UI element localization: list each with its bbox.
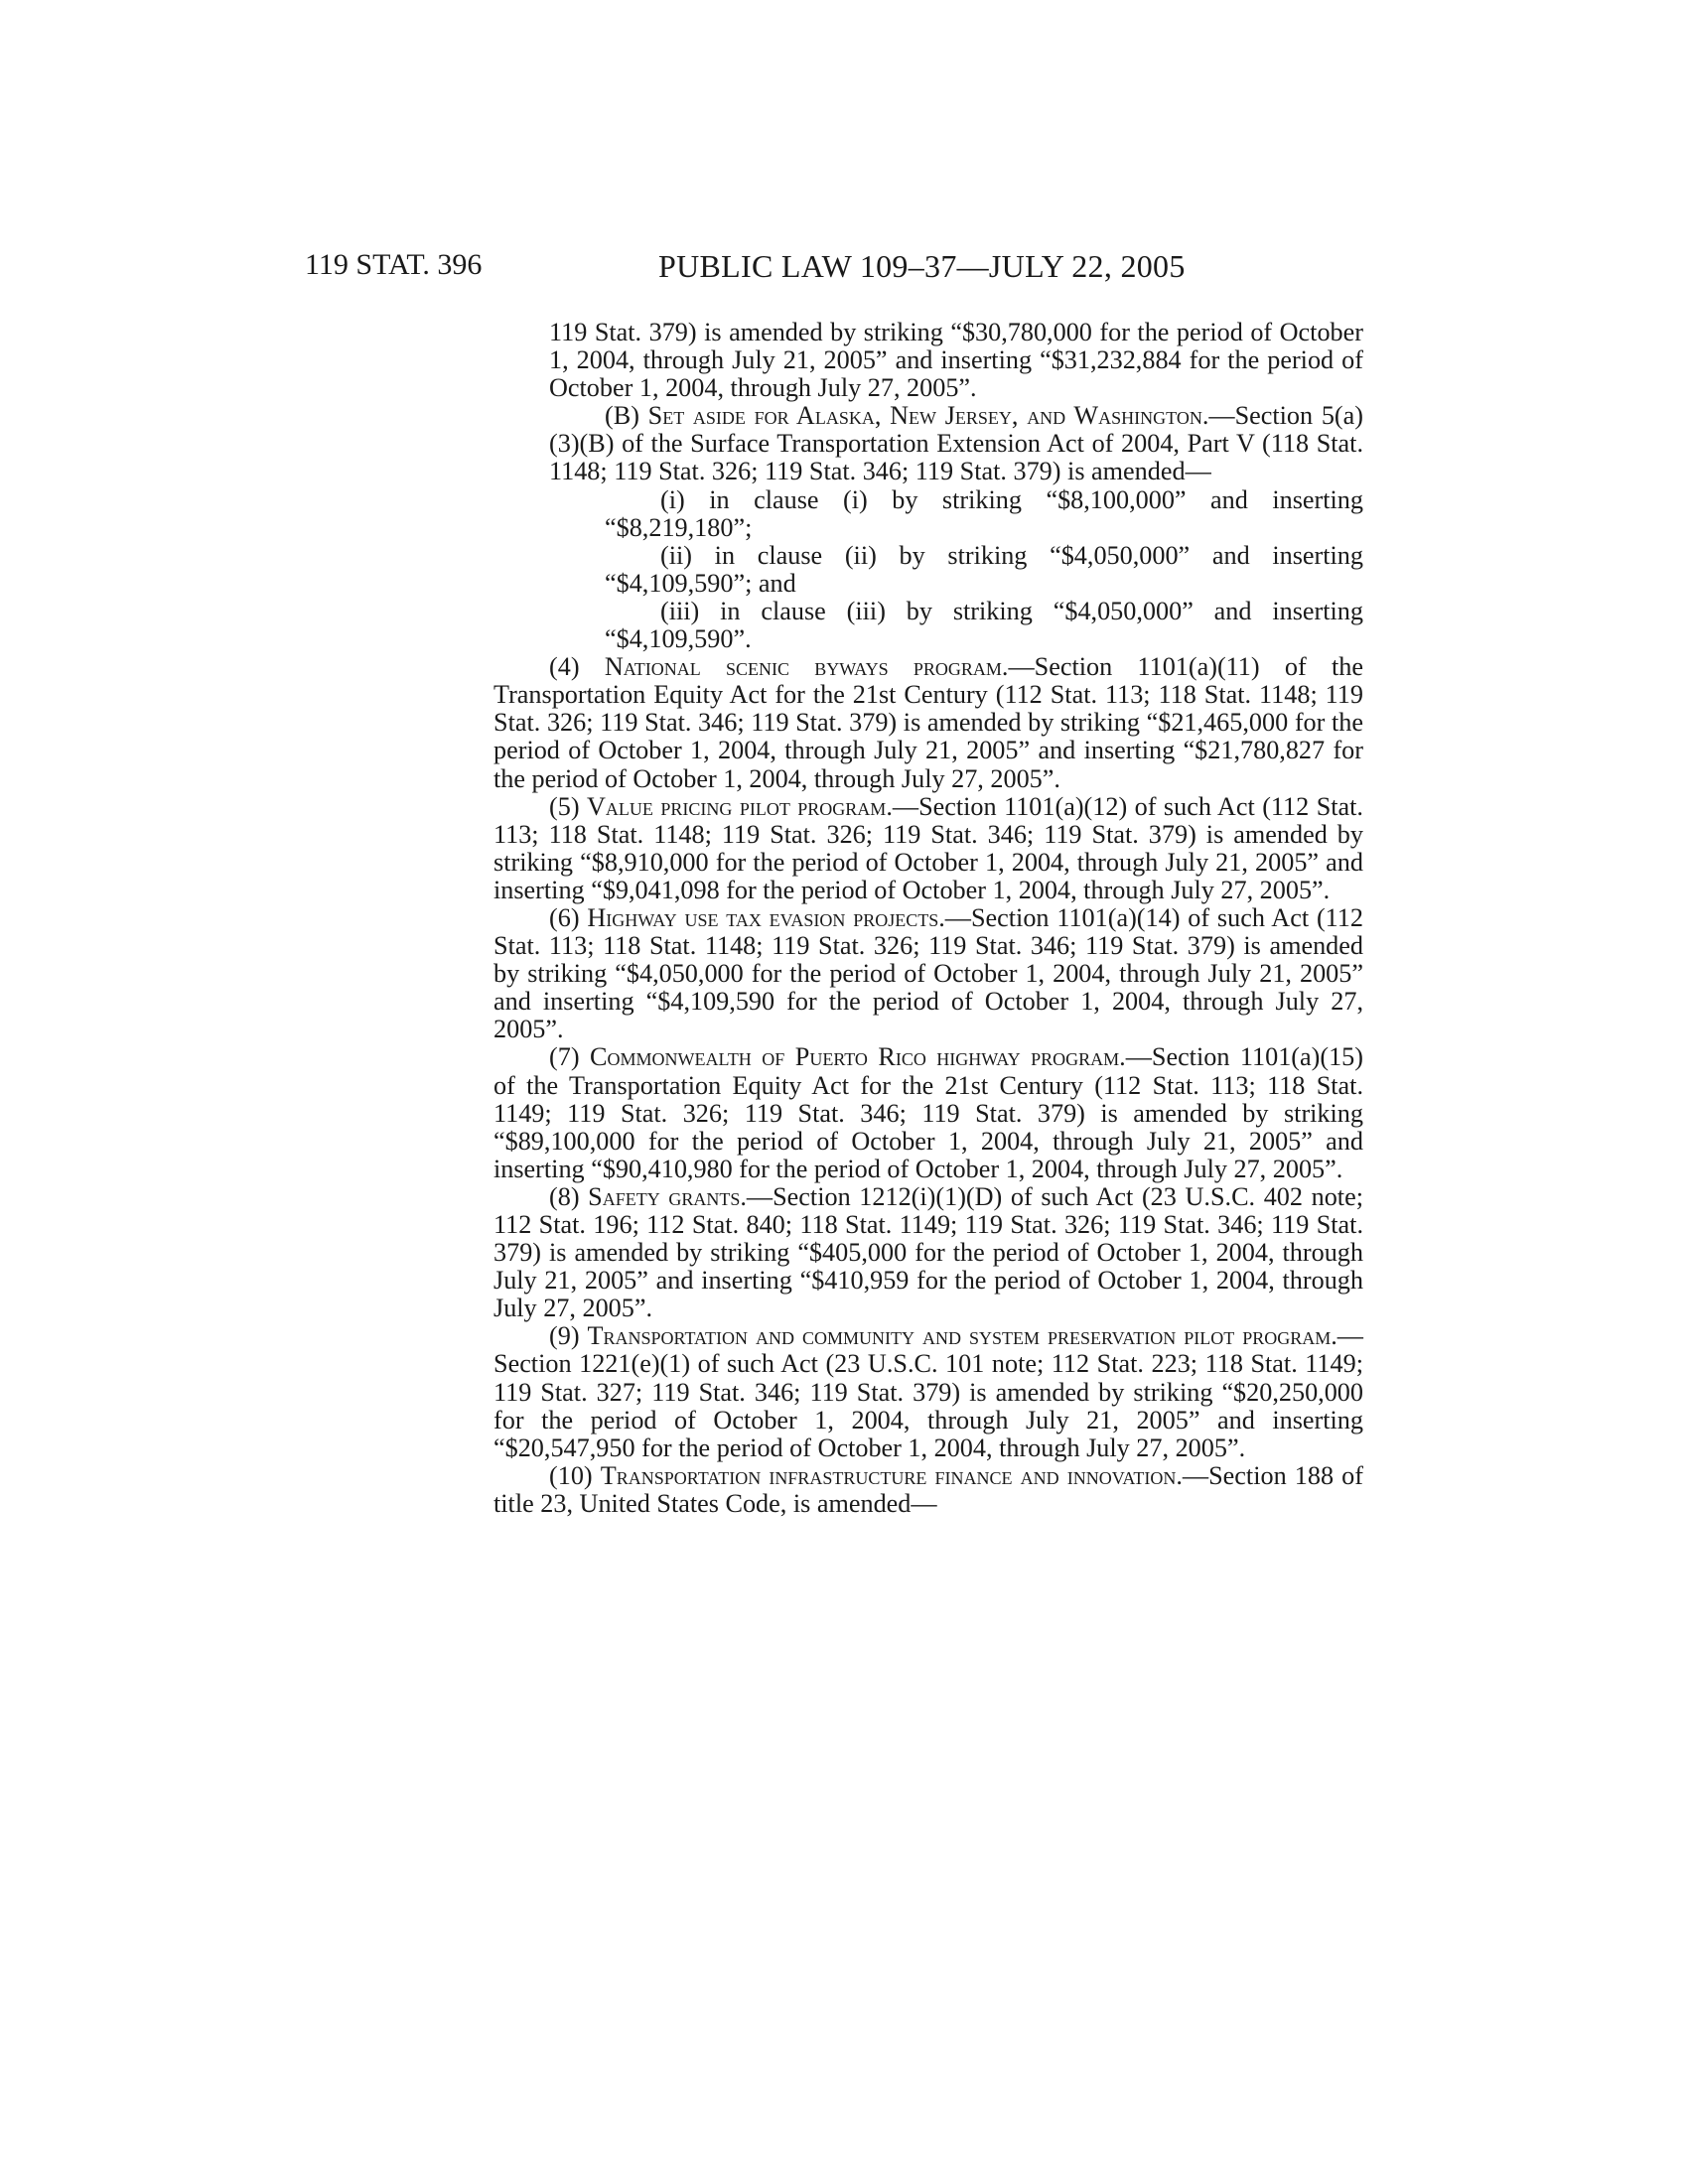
paragraph-4-heading: National scenic byways program. bbox=[604, 652, 1009, 682]
paragraph-5-number: (5) bbox=[549, 791, 587, 821]
paragraph-8 bbox=[493, 1183, 1363, 1322]
paragraph-10-body: —Section 188 of title 23, United States Code, is amended— bbox=[493, 1460, 1363, 1518]
paragraph-6-body: —Section 1101(a)(14) of such Act (112 Stat. 113; 118 Stat. 1148; 119 Stat. 326; 119 Stat. 346; 119 Stat. 379) is amended by striking “$4,050,000 for the period of October 1, 2004, through July 21, 2005” and inserting “$4,109,590 for the period of October 1, 2004, through July 27, 2005”. bbox=[493, 902, 1363, 1044]
paragraph-7-heading: Commonwealth of Puerto Rico highway program. bbox=[590, 1042, 1126, 1072]
subparagraph-b-heading: Set aside for Alaska, New Jersey, and Washington. bbox=[647, 401, 1209, 431]
paragraph-10-heading: Transportation infrastructure finance and innovation. bbox=[600, 1460, 1183, 1490]
running-header bbox=[0, 248, 1688, 292]
paragraph-4-body: —Section 1101(a)(11) of the Transportation Equity Act for the 21st Century (112 Stat. 113; 118 Stat. 1148; 119 Stat. 326; 119 Stat. 346; 119 Stat. 379) is amended by striking “$21,465,000 for the period of October 1, 2004, through July 21, 2005” and inserting “$21,780,827 for the period of October 1, 2004, through July 27, 2005”. bbox=[493, 652, 1363, 793]
paragraph-8-heading: Safety grants. bbox=[588, 1181, 747, 1211]
paragraph-6 bbox=[493, 904, 1363, 1043]
paragraph-10 bbox=[493, 1462, 1363, 1518]
statute-body bbox=[493, 318, 1363, 1518]
paragraph-6-number: (6) bbox=[549, 902, 588, 932]
subparagraph-b-number: (B) bbox=[605, 401, 648, 431]
stat-page-reference: 119 STAT. 396 bbox=[305, 248, 483, 281]
clause-iii: (iii) in clause (iii) by striking “$4,050,000” and inserting “$4,109,590”. bbox=[605, 596, 1363, 654]
subparagraph-b bbox=[549, 402, 1363, 485]
paragraph-5-heading: Value pricing pilot program. bbox=[587, 791, 893, 821]
paragraph-7-body: —Section 1101(a)(15) of the Transportation Equity Act for the 21st Century (112 Stat. 113; 118 Stat. 1149; 119 Stat. 326; 119 Stat. 346; 119 Stat. 379) is amended by striking “$89,100,000 for the period of October 1, 2004, through July 21, 2005” and inserting “$90,410,980 for the period of October 1, 2004, through July 27, 2005”. bbox=[493, 1042, 1363, 1183]
paragraph-5 bbox=[493, 793, 1363, 904]
paragraph-6-heading: Highway use tax evasion projects. bbox=[587, 902, 945, 932]
paragraph-5-body: —Section 1101(a)(12) of such Act (112 Stat. 113; 118 Stat. 1148; 119 Stat. 326; 119 Stat. 346; 119 Stat. 379) is amended by striking “$8,910,000 for the period of October 1, 2004, through July 21, 2005” and inserting “$9,041,098 for the period of October 1, 2004, through July 27, 2005”. bbox=[493, 791, 1363, 904]
paragraph-8-number: (8) bbox=[549, 1181, 589, 1211]
paragraph-7 bbox=[493, 1043, 1363, 1182]
paragraph-9 bbox=[493, 1322, 1363, 1461]
clause-ii: (ii) in clause (ii) by striking “$4,050,000” and inserting “$4,109,590”; and bbox=[605, 540, 1363, 598]
paragraph-8-body: —Section 1212(i)(1)(D) of such Act (23 U.S.C. 402 note; 112 Stat. 196; 112 Stat. 840; 118 Stat. 1149; 119 Stat. 326; 119 Stat. 346; 119 Stat. 379) is amended by striking “$405,000 for the period of October 1, 2004, through July 21, 2005” and inserting “$410,959 for the period of October 1, 2004, through July 27, 2005”. bbox=[493, 1181, 1363, 1323]
paragraph-4-number: (4) bbox=[549, 652, 605, 682]
paragraph-9-body: —Section 1221(e)(1) of such Act (23 U.S.C. 101 note; 112 Stat. 223; 118 Stat. 1149; 119 Stat. 327; 119 Stat. 346; 119 Stat. 379) is amended by striking “$20,250,000 for the period of October 1, 2004, through July 21, 2005” and inserting “$20,547,950 for the period of October 1, 2004, through July 27, 2005”. bbox=[493, 1321, 1363, 1462]
paragraph-9-number: (9) bbox=[549, 1321, 588, 1351]
paragraph-9-heading: Transportation and community and system preservation pilot program. bbox=[587, 1321, 1337, 1351]
clause-i: (i) in clause (i) by striking “$8,100,000” and inserting “$8,219,180”; bbox=[605, 484, 1363, 542]
public-law-title: PUBLIC LAW 109–37—JULY 22, 2005 bbox=[658, 248, 1186, 284]
paragraph-10-number: (10) bbox=[549, 1460, 601, 1490]
continued-paragraph: 119 Stat. 379) is amended by striking “$30,780,000 for the period of October 1, 2004, through July 21, 2005” and inserting “$31,232,884 for the period of October 1, 2004, through July 27, 2005”. bbox=[549, 318, 1363, 403]
paragraph-7-number: (7) bbox=[549, 1042, 591, 1072]
paragraph-4 bbox=[493, 653, 1363, 792]
subparagraph-b-body: —Section 5(a)(3)(B) of the Surface Transportation Extension Act of 2004, Part V (118 Stat. 1148; 119 Stat. 326; 119 Stat. 346; 119 Stat. 379) is amended— bbox=[549, 401, 1363, 486]
